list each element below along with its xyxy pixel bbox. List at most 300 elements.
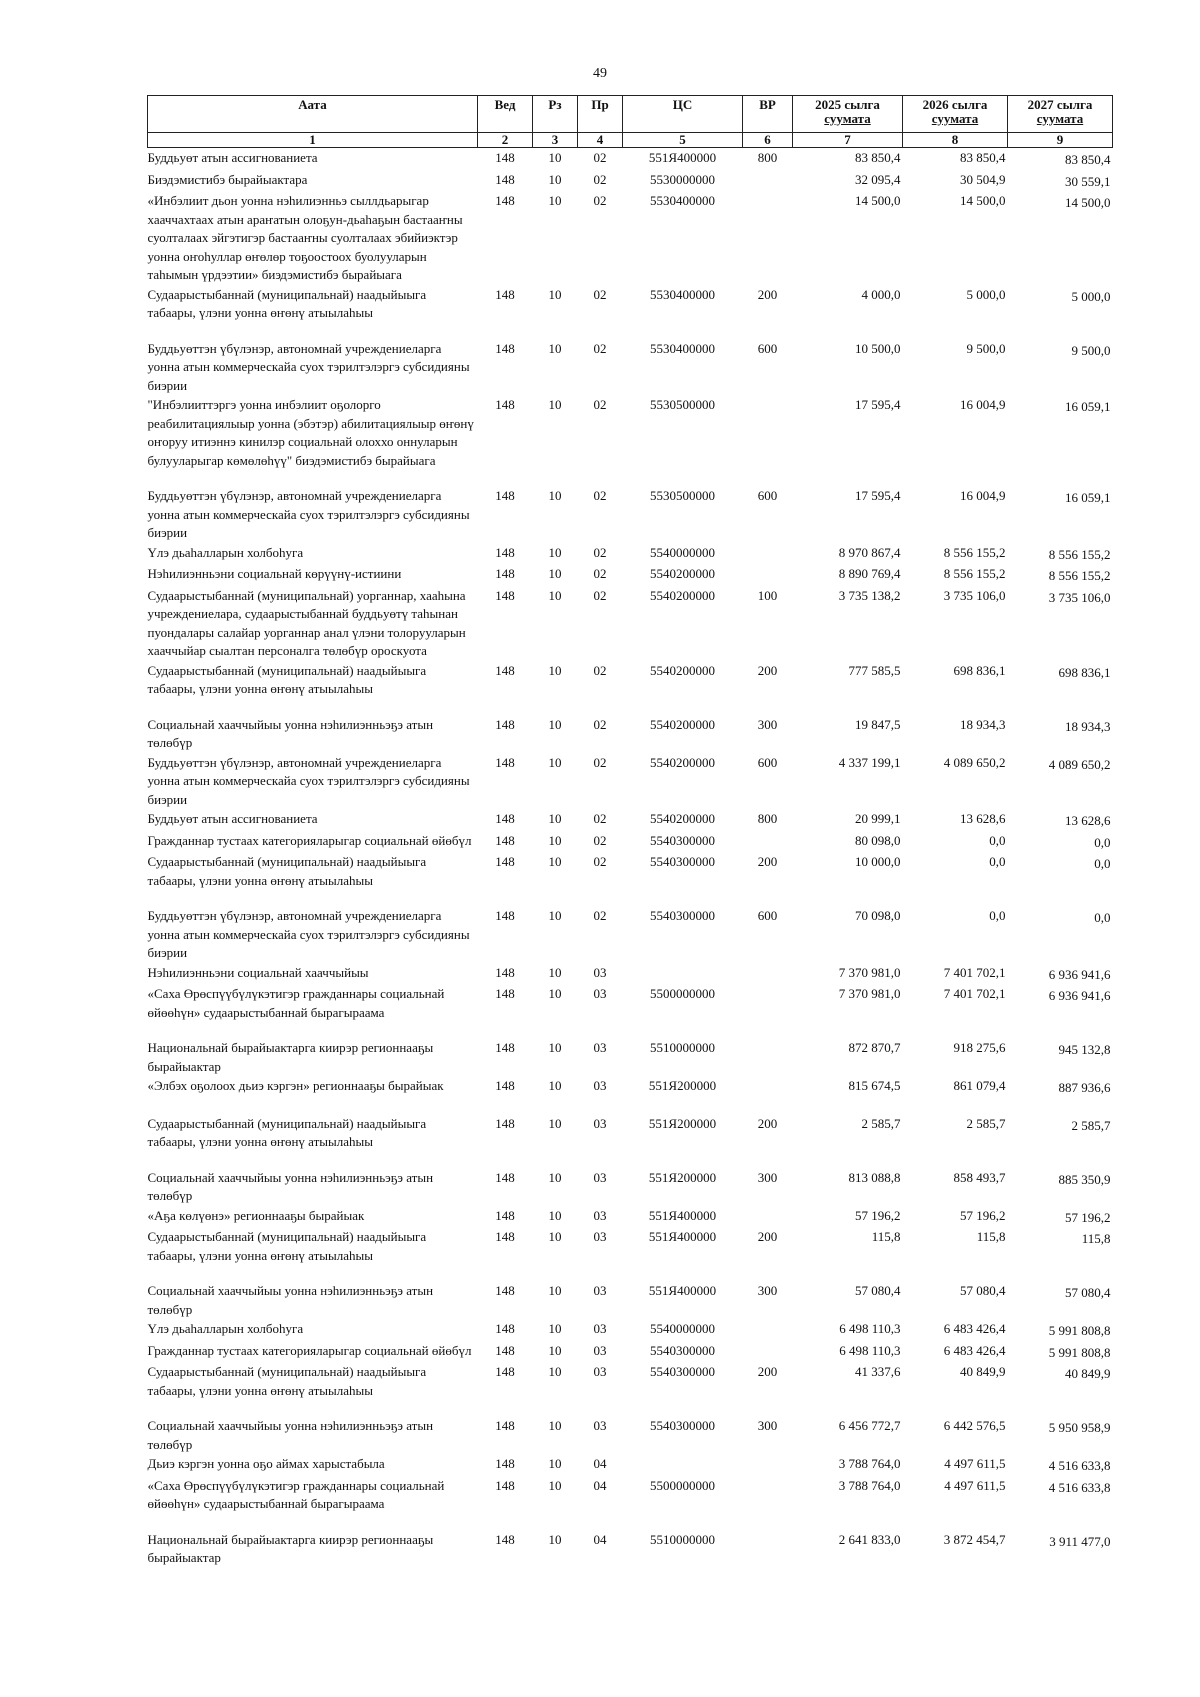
column-number: 4 (578, 133, 623, 148)
row-ved: 148 (495, 1229, 515, 1244)
column-number: 1 (148, 133, 478, 148)
row-2027-amount: 40 849,9 (1065, 1366, 1111, 1381)
row-ved: 148 (495, 662, 515, 678)
table-row (148, 1362, 1113, 1416)
row-name: Национальнай бырайыактарга киирэр регионнааҕы бырайыактар (147, 1531, 434, 1565)
row-rz: 10 (548, 832, 562, 848)
row-vr (743, 191, 793, 285)
header-row (148, 96, 1113, 133)
row-2027-amount: 9 500,0 (1071, 342, 1111, 358)
header-2025 (793, 96, 903, 133)
row-2026-amount: 4 497 611,5 (944, 1456, 1006, 1471)
row-ved: 148 (495, 150, 515, 165)
table-row (148, 1416, 1113, 1454)
row-cs: 5540200000 (650, 587, 715, 603)
row-cs: 5540300000 (650, 1342, 715, 1358)
row-2026-amount: 7 401 702,1 (943, 964, 1006, 980)
row-name: Буддьуөт атын ассигнованиета (147, 150, 318, 165)
row-2025-amount: 8 970 867,4 (838, 544, 901, 560)
row-cs: 5540000000 (650, 544, 715, 560)
row-vr: 200 (757, 1229, 778, 1244)
row-rz: 10 (548, 1418, 562, 1433)
row-ved: 148 (495, 1078, 515, 1093)
row-2025-amount: 6 456 772,7 (838, 1418, 901, 1433)
row-vr (743, 1076, 793, 1114)
row-2027-amount: 18 934,3 (1065, 718, 1111, 734)
row-2027-amount: 13 628,6 (1065, 813, 1111, 828)
row-2025-amount: 57 196,2 (855, 1207, 901, 1223)
row-ved: 148 (495, 1207, 515, 1223)
table-header (148, 96, 1113, 148)
row-rz: 10 (548, 488, 562, 503)
row-rz: 10 (548, 1364, 562, 1379)
row-pr: 02 (593, 662, 607, 678)
row-pr: 03 (593, 1078, 607, 1093)
row-2026-amount: 0,0 (989, 832, 1006, 848)
row-vr: 200 (757, 854, 778, 869)
row-pr: 02 (593, 716, 607, 732)
row-2027-amount: 2 585,7 (1071, 1117, 1111, 1133)
column-number: 8 (903, 133, 1008, 148)
row-ved: 148 (495, 986, 515, 1001)
table-row (148, 831, 1113, 853)
header-pr: Пр (578, 96, 623, 133)
row-vr (743, 395, 793, 486)
table-row (148, 586, 1113, 661)
row-name: «Элбэх оҕолоох дьиэ кэргэн» регионнааҕы бырайыак (147, 1078, 444, 1093)
row-2027-amount: 83 850,4 (1065, 152, 1111, 167)
row-rz: 10 (548, 908, 562, 923)
row-2027-amount: 5 991 808,8 (1048, 1344, 1111, 1360)
row-pr: 02 (593, 397, 607, 412)
row-pr: 02 (593, 544, 607, 560)
table-row (148, 285, 1113, 339)
row-2025-amount: 17 595,4 (855, 488, 901, 503)
row-vr (743, 1476, 793, 1530)
row-2026-amount: 5 000,0 (966, 286, 1006, 302)
row-pr: 03 (593, 1040, 607, 1055)
row-ved: 148 (495, 1364, 515, 1379)
row-vr: 200 (757, 1364, 778, 1379)
row-name: Буддьуөттэн үбүлэнэр, автономнай учреждениеларга уонна атын коммерческайа суох тэрилтэлэргэ субсидияны биэрии (147, 754, 470, 807)
row-2027-amount: 0,0 (1094, 834, 1111, 850)
table-body (148, 148, 1113, 1568)
table-row (148, 170, 1113, 192)
row-cs: 551Я400000 (648, 1229, 717, 1244)
row-2027-amount: 0,0 (1094, 856, 1111, 871)
row-pr: 02 (593, 908, 607, 923)
row-rz: 10 (548, 286, 562, 302)
row-2027-amount: 887 936,6 (1058, 1080, 1111, 1095)
table-row (148, 564, 1113, 586)
row-2025-amount: 80 098,0 (855, 832, 901, 848)
table-row (148, 1454, 1113, 1476)
row-cs: 5540200000 (650, 662, 715, 678)
row-cs: 5500000000 (650, 1477, 715, 1493)
row-vr (743, 984, 793, 1038)
row-vr (743, 543, 793, 565)
table-row (148, 1227, 1113, 1281)
row-ved: 148 (495, 964, 515, 980)
row-2027-amount: 885 350,9 (1058, 1171, 1111, 1187)
row-2026-amount: 3 872 454,7 (943, 1531, 1006, 1547)
table-row (148, 148, 1113, 170)
row-pr: 02 (593, 832, 607, 848)
row-2027-amount: 16 059,1 (1065, 490, 1111, 505)
row-pr: 03 (593, 1321, 607, 1336)
table-row (148, 543, 1113, 565)
row-cs: 5530400000 (650, 340, 715, 356)
row-pr: 02 (593, 193, 607, 208)
row-rz: 10 (548, 544, 562, 560)
row-2025-amount: 3 735 138,2 (838, 587, 901, 603)
row-rz: 10 (548, 1229, 562, 1244)
table-row (148, 1281, 1113, 1319)
row-2027-amount: 5 950 958,9 (1048, 1420, 1111, 1435)
row-2025-amount: 17 595,4 (855, 397, 901, 412)
row-pr: 03 (593, 1115, 607, 1131)
row-name: Буддьуөттэн үбүлэнэр, автономнай учреждениеларга уонна атын коммерческайа суох тэрилтэлэргэ субсидияны биэрии (147, 340, 470, 393)
row-pr: 03 (593, 964, 607, 980)
row-2026-amount: 14 500,0 (960, 193, 1006, 208)
row-rz: 10 (548, 1115, 562, 1131)
row-name: «Саха Өрөспүүбүлүкэтигэр гражданнары социальнай өйөөһүн» судаарыстыбаннай бырагыраама (147, 1477, 445, 1511)
row-2027-amount: 4 089 650,2 (1048, 756, 1111, 772)
row-2025-amount: 6 498 110,3 (839, 1342, 901, 1358)
row-2025-amount: 83 850,4 (855, 150, 901, 165)
row-pr: 03 (593, 1169, 607, 1185)
row-pr: 02 (593, 171, 607, 187)
row-2026-amount: 698 836,1 (953, 662, 1006, 678)
row-vr: 600 (757, 754, 778, 770)
column-number: 2 (478, 133, 533, 148)
row-2026-amount: 83 850,4 (960, 150, 1006, 165)
row-2026-amount: 9 500,0 (966, 340, 1006, 356)
row-cs: 5540000000 (650, 1321, 715, 1336)
row-2025-amount: 57 080,4 (855, 1283, 901, 1298)
row-2027-amount: 16 059,1 (1065, 399, 1111, 414)
row-rz: 10 (548, 397, 562, 412)
row-2026-amount: 3 735 106,0 (943, 587, 1006, 603)
row-name: Социальнай хааччыйыы уонна нэһилиэнньэҕэ атын төлөбүр (147, 1169, 434, 1203)
row-cs: 5530400000 (650, 193, 715, 208)
page-number: 49 (593, 66, 607, 81)
row-cs: 551Я200000 (648, 1115, 717, 1131)
column-number: 5 (623, 133, 743, 148)
row-vr (743, 1454, 793, 1476)
row-2025-amount: 4 337 199,1 (838, 754, 901, 770)
row-2025-amount: 813 088,8 (848, 1169, 901, 1185)
row-pr: 04 (593, 1456, 607, 1471)
row-pr: 03 (593, 986, 607, 1001)
row-rz: 10 (548, 1207, 562, 1223)
budget-table (147, 95, 1113, 1568)
table-row (148, 661, 1113, 715)
row-cs: 551Я400000 (648, 1283, 717, 1298)
row-pr: 02 (593, 854, 607, 869)
column-number-row (148, 133, 1113, 148)
row-cs: 5540300000 (650, 1364, 715, 1379)
row-cs: 551Я400000 (648, 1207, 717, 1223)
row-2026-amount: 30 504,9 (960, 171, 1006, 187)
row-cs: 5540200000 (650, 566, 715, 581)
row-pr: 03 (593, 1283, 607, 1298)
row-pr: 04 (593, 1477, 607, 1493)
row-rz: 10 (548, 1283, 562, 1298)
row-vr (743, 1206, 793, 1228)
row-2026-amount: 57 196,2 (960, 1207, 1006, 1223)
table-row (148, 1168, 1113, 1206)
row-cs: 5530500000 (650, 397, 715, 412)
row-vr (743, 1038, 793, 1076)
row-rz: 10 (548, 1477, 562, 1493)
row-rz: 10 (548, 340, 562, 356)
row-2025-amount: 3 788 764,0 (838, 1456, 901, 1471)
table-row (148, 906, 1113, 963)
row-rz: 10 (548, 1342, 562, 1358)
row-2026-amount: 6 442 576,5 (943, 1418, 1006, 1433)
row-2026-amount: 6 483 426,4 (943, 1321, 1006, 1336)
row-vr (743, 1341, 793, 1363)
row-name: "Инбэлииттэргэ уонна инбэлиит оҕолорго реабилитациялыыр уонна (эбэтэр) абилитациялыыр өҥөнү оҥоруу итиэннэ кинилэр социальнай олоххо оннуларын булууларыгар көмөлөһүү" биэдэмистибэ бырайыага (147, 397, 474, 468)
row-2026-amount: 18 934,3 (960, 716, 1006, 732)
row-cs: 5530500000 (650, 488, 715, 503)
row-rz: 10 (548, 754, 562, 770)
header-cs: ЦС (623, 96, 743, 133)
table-row (148, 395, 1113, 486)
row-name: Дьиэ кэргэн уонна оҕо аймах харыстабыла (147, 1456, 385, 1471)
row-2027-amount: 30 559,1 (1065, 173, 1111, 189)
row-2027-amount: 3 735 106,0 (1048, 589, 1111, 605)
row-2026-amount: 13 628,6 (960, 811, 1006, 826)
row-rz: 10 (548, 811, 562, 826)
row-pr: 02 (593, 566, 607, 581)
table-row (148, 1530, 1113, 1568)
row-ved: 148 (495, 1531, 515, 1547)
row-2025-amount: 7 370 981,0 (838, 986, 901, 1001)
row-cs: 5540200000 (650, 811, 715, 826)
row-cs: 5530000000 (650, 171, 715, 187)
header-2025-sum: суумата (824, 111, 871, 126)
row-ved: 148 (495, 566, 515, 581)
header-2027-year: 2027 сылга (1027, 97, 1093, 112)
row-cs: 551Я200000 (648, 1169, 717, 1185)
table-row (148, 1476, 1113, 1530)
row-pr: 02 (593, 340, 607, 356)
row-name: Национальнай бырайыактарга киирэр регионнааҕы бырайыактар (147, 1040, 434, 1074)
row-cs: 5540300000 (650, 908, 715, 923)
column-number: 6 (743, 133, 793, 148)
row-name: Судаарыстыбаннай (муниципальнай) наадыйыыга табаары, үлэни уонна өҥөнү атыылаһыы (147, 854, 427, 888)
table-row (148, 715, 1113, 753)
column-number: 9 (1008, 133, 1113, 148)
row-vr: 800 (757, 150, 778, 165)
row-2026-amount: 16 004,9 (960, 488, 1006, 503)
table-row (148, 486, 1113, 543)
row-cs: 5530400000 (650, 286, 715, 302)
row-name: «Саха Өрөспүүбүлүкэтигэр гражданнары социальнай өйөөһүн» судаарыстыбаннай бырагыраама (147, 986, 445, 1020)
row-2027-amount: 8 556 155,2 (1048, 568, 1111, 583)
row-2025-amount: 41 337,6 (855, 1364, 901, 1379)
row-2025-amount: 8 890 769,4 (838, 566, 901, 581)
header-2025-year: 2025 сылга (815, 97, 880, 112)
row-vr: 300 (757, 1283, 778, 1298)
row-2026-amount: 57 080,4 (960, 1283, 1006, 1298)
row-cs: 551Я400000 (648, 150, 717, 165)
row-2025-amount: 815 674,5 (848, 1078, 901, 1093)
row-ved: 148 (495, 286, 515, 302)
table-row (148, 809, 1113, 831)
row-ved: 148 (495, 340, 515, 356)
row-rz: 10 (548, 587, 562, 603)
row-name: Гражданнар тустаах категорияларыгар социальнай өйөбүл (147, 832, 472, 848)
row-2026-amount: 115,8 (976, 1229, 1006, 1244)
row-name: Гражданнар тустаах категорияларыгар социальнай өйөбүл (147, 1342, 472, 1358)
row-ved: 148 (495, 544, 515, 560)
row-vr: 100 (757, 587, 778, 603)
row-vr: 200 (757, 286, 778, 302)
row-2025-amount: 14 500,0 (855, 193, 901, 208)
row-ved: 148 (495, 1321, 515, 1336)
row-cs: 5510000000 (650, 1040, 715, 1055)
row-vr: 300 (757, 716, 778, 732)
row-2027-amount: 57 196,2 (1065, 1209, 1111, 1225)
row-2025-amount: 4 000,0 (861, 286, 901, 302)
row-ved: 148 (495, 193, 515, 208)
row-name: Нэһилиэнньэни социальнай хааччыйыы (147, 964, 369, 980)
row-ved: 148 (495, 754, 515, 770)
row-2027-amount: 5 991 808,8 (1048, 1323, 1111, 1338)
row-ved: 148 (495, 1477, 515, 1493)
row-name: Буддьуөт атын ассигнованиета (147, 811, 318, 826)
row-2026-amount: 918 275,6 (953, 1040, 1006, 1055)
row-2027-amount: 8 556 155,2 (1048, 546, 1111, 562)
row-name: Судаарыстыбаннай (муниципальнай) наадыйыыга табаары, үлэни уонна өҥөнү атыылаһыы (147, 1364, 427, 1398)
row-pr: 04 (593, 1531, 607, 1547)
column-number: 3 (533, 133, 578, 148)
row-name: Нэһилиэнньэни социальнай көрүүнү-истиини (147, 566, 402, 581)
row-pr: 03 (593, 1207, 607, 1223)
header-rz: Рз (533, 96, 578, 133)
table-row (148, 852, 1113, 906)
row-vr (743, 1319, 793, 1341)
row-2027-amount: 57 080,4 (1065, 1285, 1111, 1300)
header-vr: ВР (743, 96, 793, 133)
header-2026-sum: суумата (931, 111, 979, 126)
row-vr: 300 (757, 1418, 778, 1433)
row-2025-amount: 32 095,4 (855, 171, 901, 187)
row-2027-amount: 6 936 941,6 (1048, 988, 1111, 1003)
row-2025-amount: 19 847,5 (855, 716, 901, 732)
row-pr: 03 (593, 1342, 607, 1358)
row-rz: 10 (548, 854, 562, 869)
row-ved: 148 (495, 1456, 515, 1471)
row-2026-amount: 16 004,9 (960, 397, 1006, 412)
row-ved: 148 (495, 1115, 515, 1131)
row-2027-amount: 115,8 (1081, 1231, 1111, 1246)
row-2026-amount: 0,0 (989, 854, 1006, 869)
row-2026-amount: 2 585,7 (966, 1115, 1006, 1131)
row-2025-amount: 2 641 833,0 (838, 1531, 901, 1547)
row-name: «Инбэлиит дьон уонна нэһилиэнньэ сыллдьарыгар хааччахтаах атын араҥатын олоҕун-дьаһаҕын бастааҥны суолталаах эйгэтигэр бастааҥны суолталаах эбийиэктэр уонна оҥоһуллар өҥөлөр тоҕоостоох буолууларын таһымын үрдээтии» биэдэмистибэ бырайыага (147, 193, 463, 282)
row-2027-amount: 945 132,8 (1058, 1042, 1111, 1057)
row-pr: 02 (593, 488, 607, 503)
row-name: Социальнай хааччыйыы уонна нэһилиэнньэҕэ атын төлөбүр (147, 1418, 434, 1452)
header-2026 (903, 96, 1008, 133)
row-name: Үлэ дьаһалларын холбоһуга (147, 544, 304, 560)
row-ved: 148 (495, 1169, 515, 1185)
table-row (148, 984, 1113, 1038)
row-2025-amount: 6 498 110,3 (839, 1321, 901, 1336)
header-name: Аата (148, 96, 478, 133)
row-2026-amount: 4 089 650,2 (943, 754, 1006, 770)
row-pr: 02 (593, 754, 607, 770)
row-vr (743, 831, 793, 853)
row-2025-amount: 115,8 (871, 1229, 901, 1244)
row-2027-amount: 3 911 477,0 (1049, 1533, 1111, 1549)
row-ved: 148 (495, 854, 515, 869)
row-2027-amount: 6 936 941,6 (1048, 966, 1111, 982)
row-vr: 600 (757, 488, 778, 503)
row-rz: 10 (548, 662, 562, 678)
row-vr (743, 1530, 793, 1568)
header-2027 (1008, 96, 1113, 133)
row-rz: 10 (548, 171, 562, 187)
row-rz: 10 (548, 716, 562, 732)
row-ved: 148 (495, 1418, 515, 1433)
row-rz: 10 (548, 566, 562, 581)
row-2026-amount: 40 849,9 (960, 1364, 1006, 1379)
row-vr (743, 170, 793, 192)
row-vr: 200 (757, 662, 778, 678)
row-2027-amount: 4 516 633,8 (1048, 1479, 1111, 1495)
row-ved: 148 (495, 1040, 515, 1055)
row-cs: 551Я200000 (648, 1078, 717, 1093)
row-2025-amount: 872 870,7 (848, 1040, 901, 1055)
table-row (148, 1341, 1113, 1363)
row-2027-amount: 0,0 (1094, 910, 1111, 925)
row-ved: 148 (495, 832, 515, 848)
row-2027-amount: 4 516 633,8 (1048, 1458, 1111, 1473)
row-2027-amount: 14 500,0 (1065, 195, 1111, 210)
row-vr (743, 564, 793, 586)
row-name: Судаарыстыбаннай (муниципальнай) наадыйыыга табаары, үлэни уонна өҥөнү атыылаһыы (147, 286, 427, 320)
row-name: Судаарыстыбаннай (муниципальнай) наадыйыыга табаары, үлэни уонна өҥөнү атыылаһыы (147, 1229, 427, 1263)
row-name: Буддьуөттэн үбүлэнэр, автономнай учреждениеларга уонна атын коммерческайа суох тэрилтэлэргэ субсидияны биэрии (147, 488, 470, 540)
row-2025-amount: 20 999,1 (855, 811, 901, 826)
row-name: Социальнай хааччыйыы уонна нэһилиэнньэҕэ атын төлөбүр (147, 1283, 434, 1317)
row-vr: 300 (757, 1169, 778, 1185)
row-pr: 03 (593, 1364, 607, 1379)
table-row (148, 191, 1113, 285)
table-row (148, 1038, 1113, 1076)
row-rz: 10 (548, 150, 562, 165)
row-2025-amount: 2 585,7 (861, 1115, 901, 1131)
row-2026-amount: 0,0 (989, 908, 1006, 923)
row-vr: 600 (757, 340, 778, 356)
row-rz: 10 (548, 1456, 562, 1471)
row-rz: 10 (548, 964, 562, 980)
row-2025-amount: 7 370 981,0 (838, 964, 901, 980)
row-name: Биэдэмистибэ бырайыактара (147, 171, 308, 187)
table-row (148, 1076, 1113, 1114)
row-vr: 600 (757, 908, 778, 923)
row-cs: 5540300000 (650, 832, 715, 848)
row-rz: 10 (548, 1078, 562, 1093)
row-vr: 800 (757, 811, 778, 826)
row-2026-amount: 4 497 611,5 (944, 1477, 1006, 1493)
row-2027-amount: 5 000,0 (1071, 288, 1111, 304)
